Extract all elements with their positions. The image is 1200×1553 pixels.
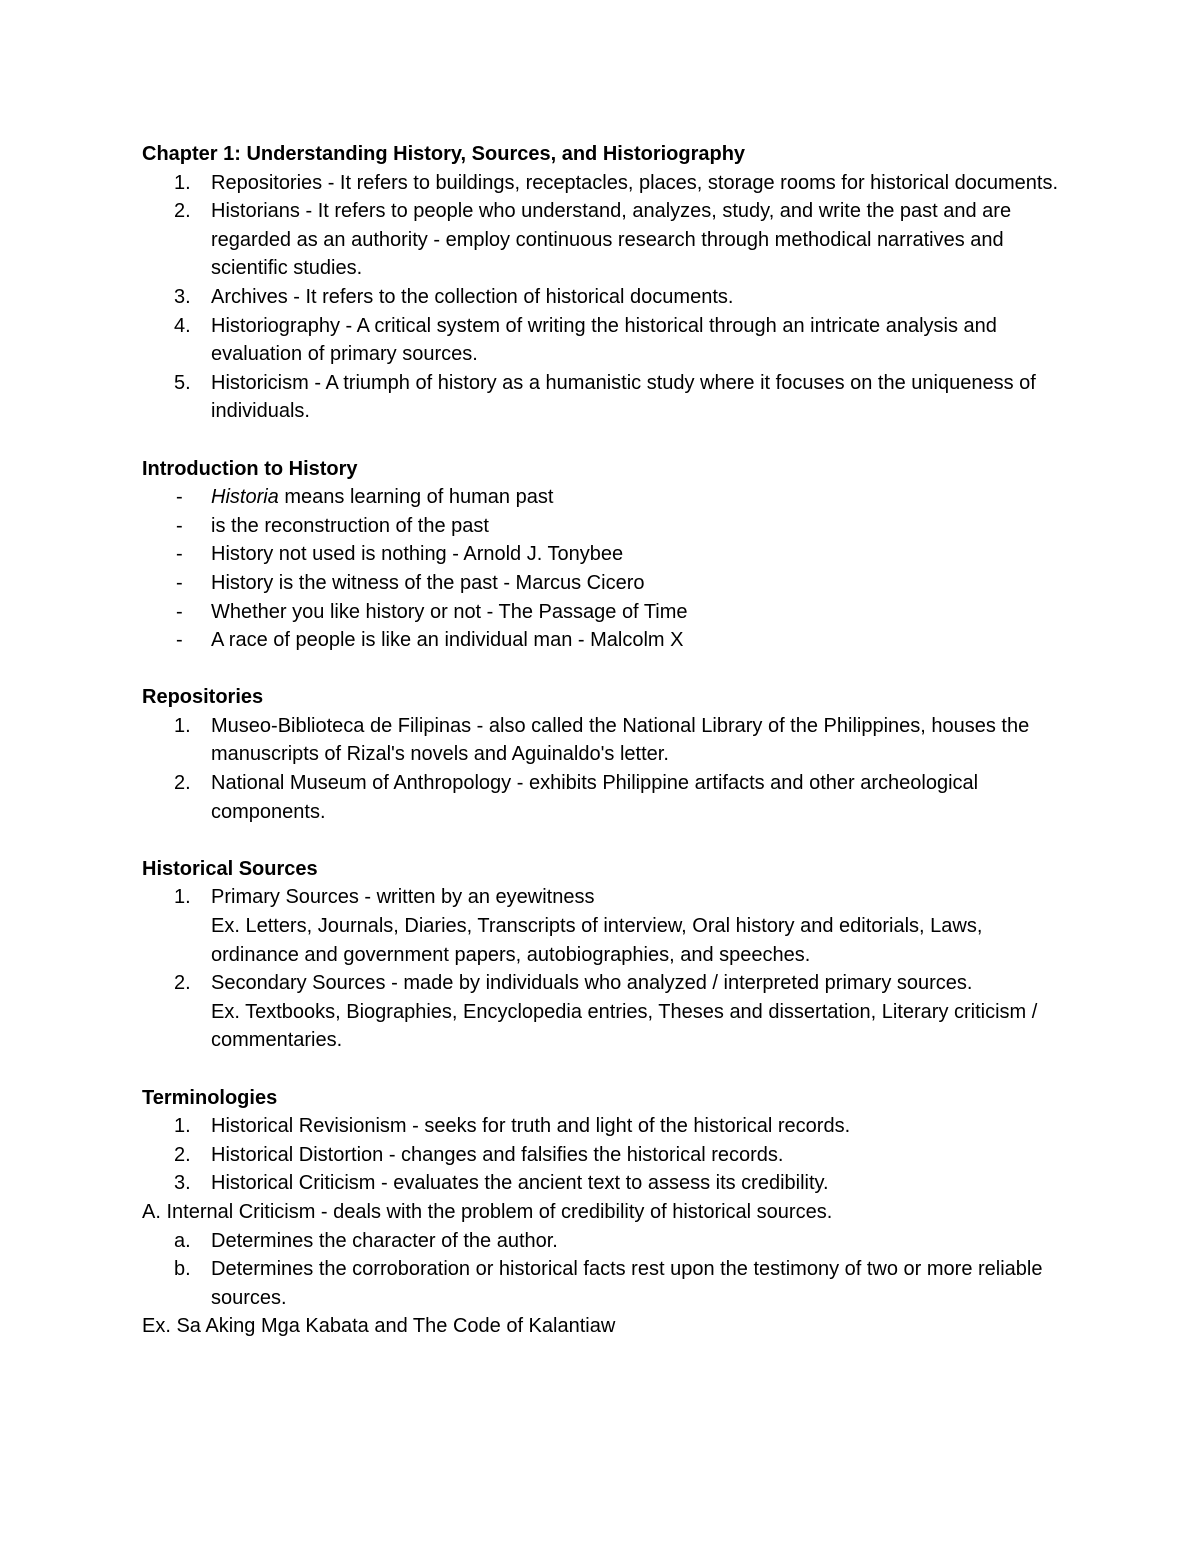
list-item-text: Archives - It refers to the collection of historical documents.: [211, 285, 734, 308]
sub-list-item: [142, 1227, 1072, 1256]
list-item-text: Historicism - A triumph of history as a humanistic study where it focuses on the uniqueness of individuals.: [211, 371, 1036, 423]
list-item-text: Museo-Biblioteca de Filipinas - also called the National Library of the Philippines, houses the manuscripts of Rizal's novels and Aguinaldo's letter.: [211, 714, 1030, 766]
intro-title: Introduction to History: [142, 457, 358, 480]
example-text: Ex. Textbooks, Biographies, Encyclopedia entries, Theses and dissertation, Literary criticism / commentaries.: [211, 1000, 1038, 1052]
list-item: [142, 369, 1072, 426]
example-text: Ex. Sa Aking Mga Kabata and The Code of Kalantiaw: [142, 1315, 616, 1338]
chapter1-section: [142, 140, 1072, 426]
list-number: 5.: [174, 371, 191, 394]
list-item-text: Historical Distortion - changes and falsifies the historical records.: [211, 1143, 784, 1166]
bullet-item: [142, 483, 1072, 512]
list-item-text: Repositories - It refers to buildings, receptacles, places, storage rooms for historical documents.: [211, 171, 1059, 194]
list-item-text: Historical Revisionism - seeks for truth and light of the historical records.: [211, 1115, 851, 1138]
example-text: Ex. Letters, Journals, Diaries, Transcripts of interview, Oral history and editorials, Laws, ordinance and government papers, autobiographies, and speeches.: [211, 915, 983, 966]
list-item: [142, 712, 1072, 769]
sub-list-item-text: Determines the character of the author.: [211, 1229, 558, 1252]
bullet-text: History is the witness of the past - Marcus Cicero: [211, 571, 645, 594]
sub-list-item: [142, 1255, 1072, 1312]
repositories-title: Repositories: [142, 686, 264, 709]
list-number: 2.: [174, 200, 191, 223]
bullet-item: [142, 540, 1072, 569]
list-item-text: Historians - It refers to people who understand, analyzes, study, and write the past and are regarded as an authority - employ continuous research through methodical narratives and scientific studies.: [211, 200, 1012, 280]
bullet-item: [142, 626, 1072, 655]
dash-bullet: -: [176, 486, 183, 509]
list-item: [142, 969, 1072, 1055]
sources-section: [142, 855, 1072, 1055]
list-item: [142, 1112, 1072, 1141]
list-number: 3.: [174, 285, 191, 308]
dash-bullet: -: [176, 514, 183, 537]
list-item: [142, 169, 1072, 198]
sub-list-item-text: Determines the corroboration or historical facts rest upon the testimony of two or more reliable sources.: [211, 1258, 1043, 1309]
list-item: [142, 312, 1072, 369]
list-item-text: Historical Criticism - evaluates the ancient text to assess its credibility.: [211, 1172, 829, 1195]
list-number: 1.: [174, 171, 191, 194]
document-content: [142, 140, 1072, 1370]
list-item-text: Primary Sources - written by an eyewitness: [211, 886, 595, 909]
sources-title: Historical Sources: [142, 857, 318, 880]
dash-bullet: -: [176, 571, 183, 594]
chapter1-title: Chapter 1: Understanding History, Sources, and Historiography: [142, 143, 746, 165]
list-number: 3.: [174, 1172, 191, 1195]
list-number: 2.: [174, 1143, 191, 1166]
list-item: [142, 883, 1072, 969]
bullet-text: is the reconstruction of the past: [211, 514, 489, 537]
list-item: [142, 197, 1072, 283]
bullet-text: Whether you like history or not - The Passage of Time: [211, 600, 688, 623]
repositories-section: [142, 683, 1072, 826]
list-item: [142, 1141, 1072, 1170]
list-item: [142, 769, 1072, 826]
terminologies-section: [142, 1084, 1072, 1341]
list-item: [142, 283, 1072, 312]
historia-term: Historia: [211, 486, 279, 509]
intro-section: [142, 455, 1072, 655]
dash-bullet: -: [176, 543, 183, 566]
list-letter: b.: [174, 1258, 191, 1281]
list-item: [142, 1169, 1072, 1198]
list-letter: a.: [174, 1229, 191, 1252]
list-number: 1.: [174, 886, 191, 909]
list-number: 2.: [174, 772, 191, 795]
terminologies-title: Terminologies: [142, 1086, 278, 1109]
list-number: 1.: [174, 714, 191, 737]
bullet-item: [142, 512, 1072, 541]
list-item-text: Historiography - A critical system of writing the historical through an intricate analysis and evaluation of primary sources.: [211, 314, 997, 366]
dash-bullet: -: [176, 629, 183, 652]
internal-criticism: A. Internal Criticism - deals with the problem of credibility of historical sources.: [142, 1200, 833, 1223]
list-item-text: Secondary Sources - made by individuals who analyzed / interpreted primary sources.: [211, 972, 973, 995]
bullet-text: A race of people is like an individual man - Malcolm X: [211, 629, 684, 652]
bullet-text: History not used is nothing - Arnold J. Tonybee: [211, 543, 624, 566]
list-number: 1.: [174, 1115, 191, 1138]
list-number: 2.: [174, 972, 191, 995]
list-item-text: National Museum of Anthropology - exhibits Philippine artifacts and other archeological components.: [211, 772, 979, 823]
bullet-item: [142, 569, 1072, 598]
bullet-text: means learning of human past: [278, 486, 554, 509]
dash-bullet: -: [176, 600, 183, 623]
bullet-item: [142, 598, 1072, 627]
list-number: 4.: [174, 314, 191, 337]
